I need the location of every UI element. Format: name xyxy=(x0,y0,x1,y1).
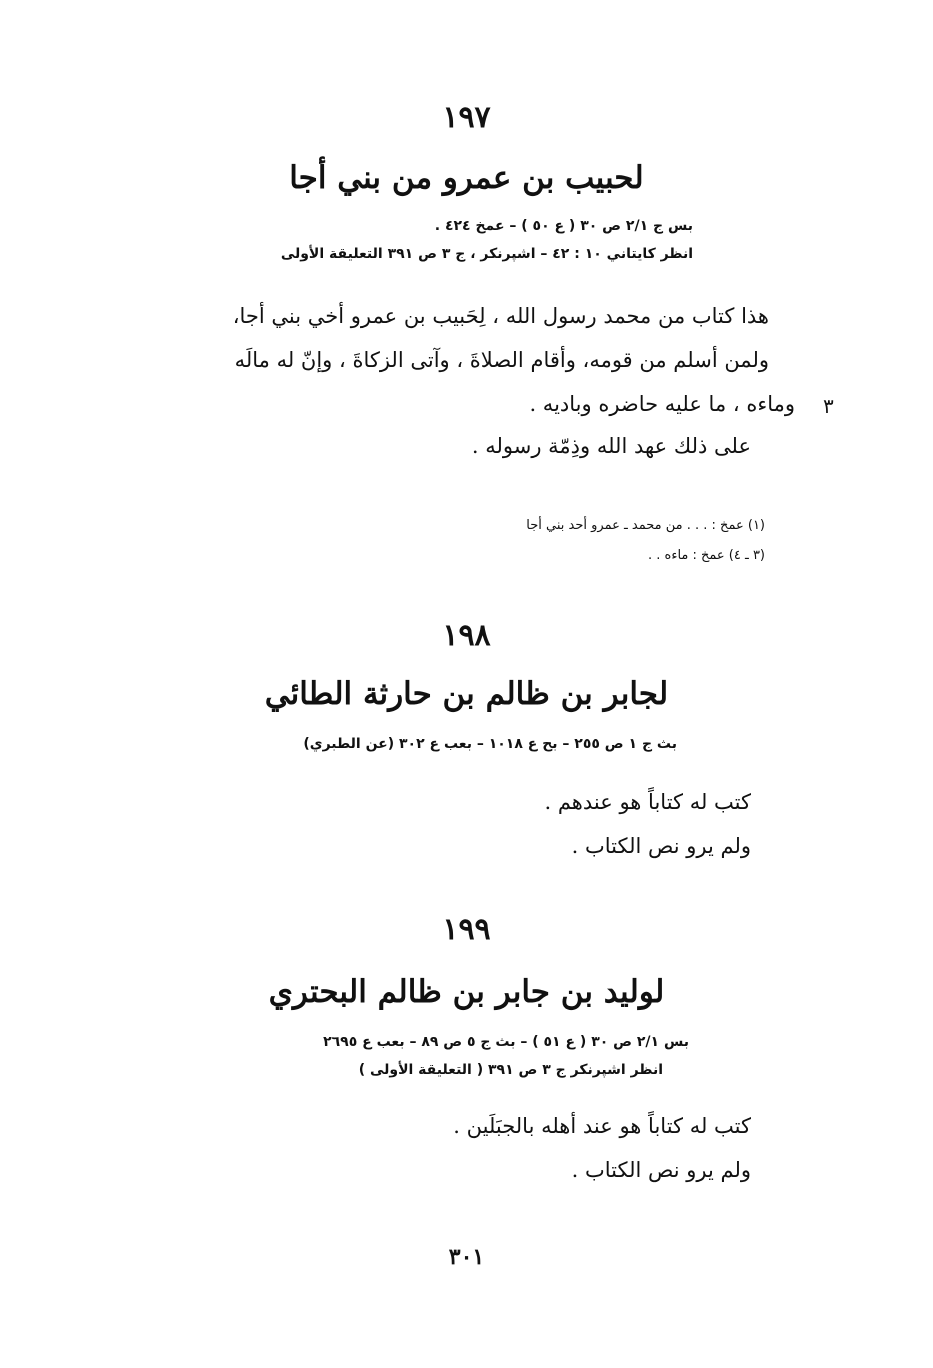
reference-line: بس ٢/١ ص ٣٠ ( ع ٥١ ) – بث ج ٥ ص ٨٩ – بعب ع ٢٦٩٥ xyxy=(323,1034,689,1050)
body-line: هذا كتاب من محمد رسول الله ، لِحَبيب بن عمرو أخي بني أجا، xyxy=(232,304,769,328)
reference-line: انظر اشپرنكر ج ٣ ص ٣٩١ ( التعليقة الأولى ) xyxy=(358,1062,663,1078)
section-number: ١٩٨ xyxy=(442,618,491,653)
body-line: وماءه ، ما عليه حاضره وباديه . xyxy=(529,392,795,416)
reference-line: انظر كايتاني ١٠ : ٤٢ – اشپرنكر ، ج ٣ ص ٣٩١ التعليقة الأولى xyxy=(280,246,693,262)
reference-line: بس ج ٢/١ ص ٣٠ ( ع ٥٠ ) – عمخ ٤٢٤ . xyxy=(434,218,693,234)
body-line: ولم يرو نص الكتاب . xyxy=(571,1158,751,1182)
body-line: كتب له كتاباً هو عند أهله بالجبَلَين . xyxy=(453,1114,751,1138)
section-number: ١٩٧ xyxy=(442,100,491,135)
footnote: (١) عمخ : . . . من محمد ـ عمرو أحد بني أجا xyxy=(526,518,765,533)
footnote: (٣ ـ ٤) عمخ : ماءه . . xyxy=(647,548,765,563)
section-title: لحبيب بن عمرو من بني أجا xyxy=(289,160,644,196)
body-line: كتب له كتاباً هو عندهم . xyxy=(544,790,751,814)
section-title: لجابر بن ظالم بن حارثة الطائي xyxy=(264,676,669,712)
section-title: لوليد بن جابر بن ظالم البحتري xyxy=(268,974,665,1010)
reference-line: بث ج ١ ص ٢٥٥ – بح ع ١٠١٨ – بعب ع ٣٠٢ (عن الطبري) xyxy=(303,736,677,752)
page-number: ٣٠١ xyxy=(448,1244,485,1270)
body-line: ولمن أسلم من قومه، وأقام الصلاةَ ، وآتى الزكاةَ ، وإنّ له مالَه xyxy=(234,348,769,372)
body-line: ولم يرو نص الكتاب . xyxy=(571,834,751,858)
line-number-marker: ٣ xyxy=(823,394,834,418)
section-number: ١٩٩ xyxy=(442,912,491,947)
body-line: على ذلك عهد الله وذِمّة رسوله . xyxy=(471,434,751,458)
